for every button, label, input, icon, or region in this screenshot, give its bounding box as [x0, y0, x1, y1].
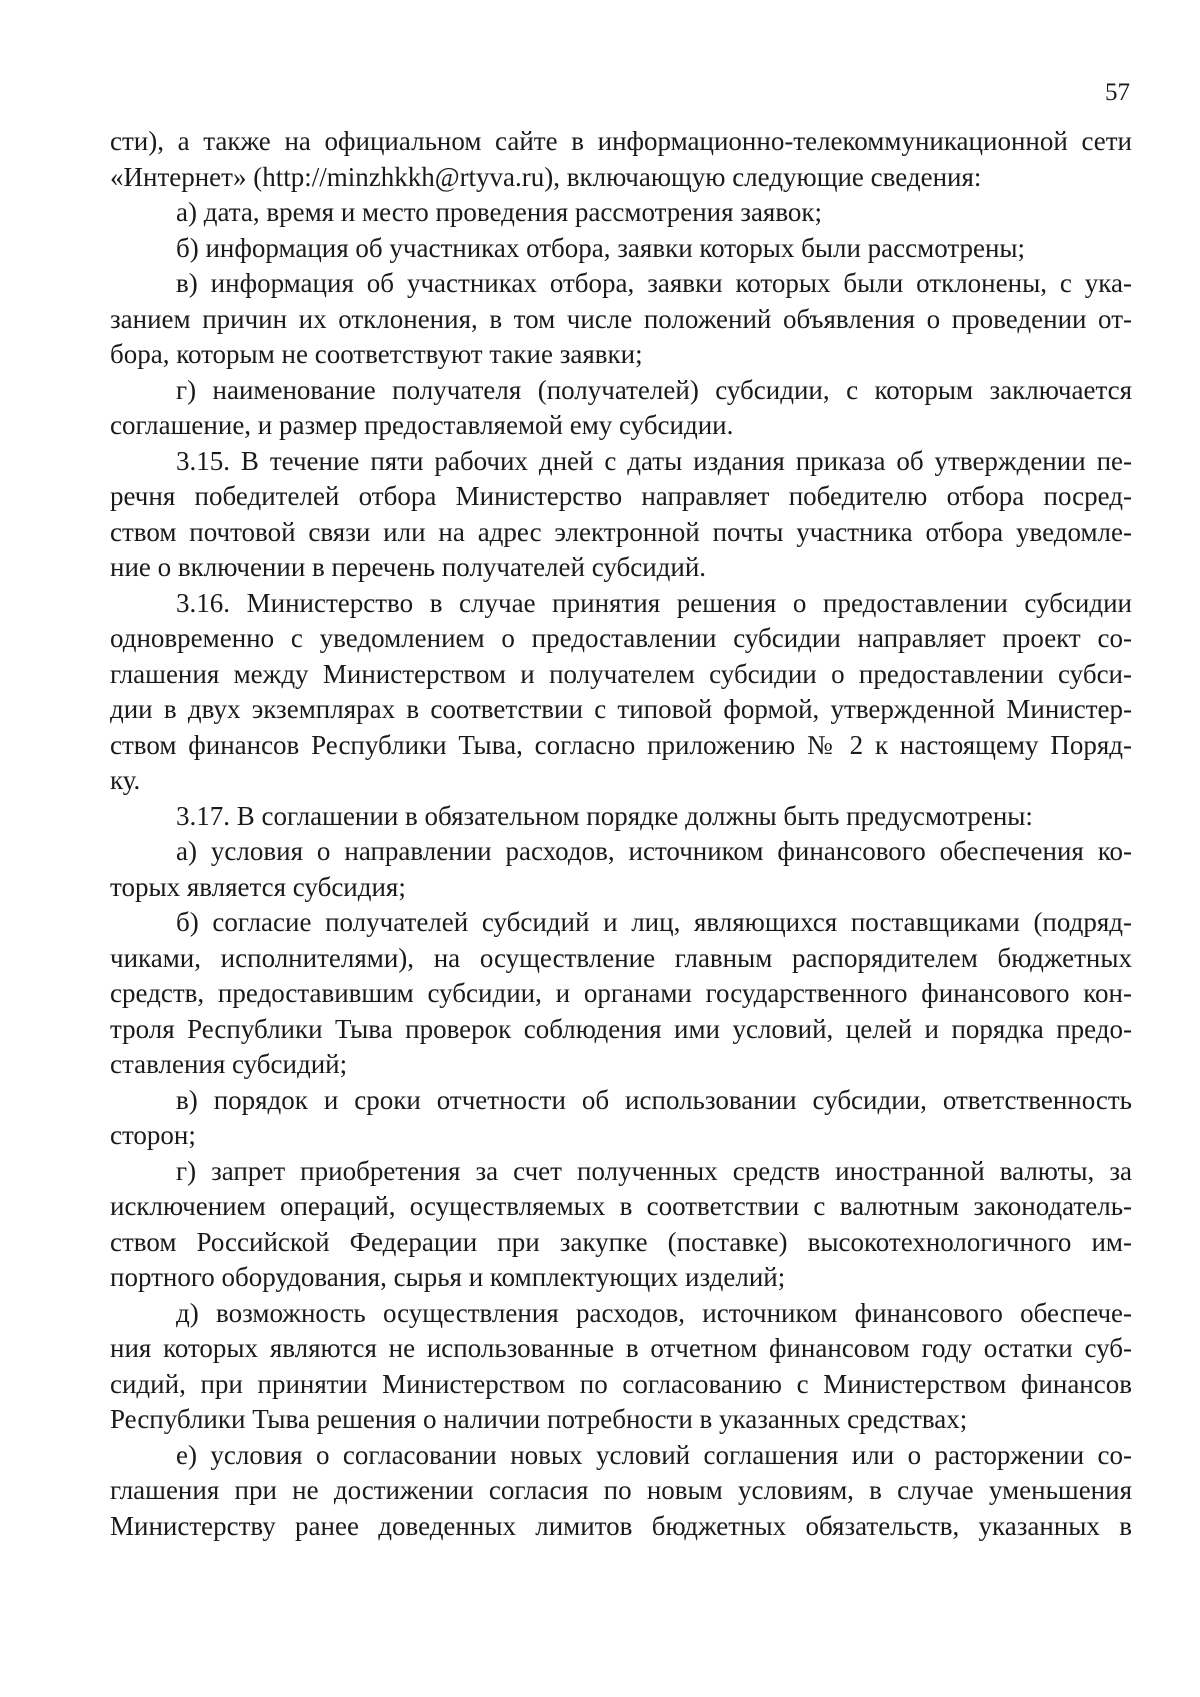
text-line: бора, которым не соответствуют такие заявки;: [110, 339, 643, 369]
text-line: б) согласие получателей субсидий и лиц, являющихся поставщиками (подряд-: [176, 907, 1132, 937]
text-line: одновременно с уведомлением о предоставлении субсидии направляет проект со-: [110, 623, 1132, 653]
text-line: 3.15. В течение пяти рабочих дней с даты издания приказа об утверждении пе-: [176, 445, 1132, 476]
text-line: а) условия о направлении расходов, источником финансового обеспечения ко-: [176, 836, 1132, 866]
text-line: б) информация об участниках отбора, заявки которых были рассмотрены;: [176, 232, 1026, 263]
text-line: сторон;: [110, 1120, 196, 1150]
text-line: «Интернет» (http://minzhkkh@rtyva.ru), включающую следующие сведения:: [110, 161, 982, 192]
text-line: троля Республики Тыва проверок соблюдения ими условий, целей и порядка предо-: [110, 1013, 1132, 1044]
text-line: ние о включении в перечень получателей субсидий.: [110, 552, 707, 582]
text-line: занием причин их отклонения, в том числе положений объявления о проведении от-: [110, 303, 1132, 334]
text-line: глашения при не достижении согласия по новым условиям, в случае уменьшения: [110, 1475, 1132, 1505]
text-line: в) порядок и сроки отчетности об использовании субсидии, ответственность: [176, 1084, 1132, 1115]
text-line: дии в двух экземплярах в соответствии с типовой формой, утвержденной Министер-: [110, 694, 1132, 724]
text-line: ку.: [110, 765, 141, 795]
text-line: торых является субсидия;: [110, 871, 406, 902]
text-line: глашения между Министерством и получателем субсидии о предоставлении субси-: [110, 658, 1132, 689]
text-line: Министерству ранее доведенных лимитов бюджетных обязательств, указанных в: [110, 1510, 1132, 1541]
text-line: 3.16. Министерство в случае принятия решения о предоставлении субсидии: [176, 587, 1132, 618]
text-line: сти), а также на официальном сайте в информационно-телекоммуникационной сети: [110, 126, 1132, 156]
text-line: чиками, исполнителями), на осуществление главным распорядителем бюджетных: [110, 942, 1132, 973]
text-line: соглашение, и размер предоставляемой ему субсидии.: [110, 410, 734, 440]
page-number: 57: [1105, 79, 1130, 106]
text-line: ния которых являются не использованные в отчетном финансовом году остатки суб-: [110, 1333, 1132, 1363]
text-line: Республики Тыва решения о наличии потребности в указанных средствах;: [110, 1404, 968, 1434]
text-line: ством Российской Федерации при закупке (поставке) высокотехнологичного им-: [110, 1226, 1132, 1257]
text-line: сидий, при принятии Министерством по согласованию с Министерством финансов: [110, 1368, 1132, 1399]
text-line: ством финансов Республики Тыва, согласно приложению № 2 к настоящему Поряд-: [110, 729, 1132, 760]
document-body: [110, 124, 1132, 1544]
text-line: исключением операций, осуществляемых в соответствии с валютным законодатель-: [110, 1191, 1132, 1221]
text-line: ством почтовой связи или на адрес электронной почты участника отбора уведомле-: [110, 516, 1132, 547]
text-line: г) запрет приобретения за счет полученных средств иностранной валюты, за: [176, 1155, 1132, 1186]
text-line: речня победителей отбора Министерство направляет победителю отбора посред-: [110, 481, 1132, 511]
text-line: д) возможность осуществления расходов, источником финансового обеспече-: [176, 1297, 1132, 1328]
text-line: ставления субсидий;: [110, 1049, 348, 1079]
text-line: средств, предоставившим субсидии, и органами государственного финансового кон-: [110, 978, 1132, 1008]
text-line: в) информация об участниках отбора, заявки которых были отклонены, с ука-: [176, 268, 1132, 298]
text-line: а) дата, время и место проведения рассмотрения заявок;: [176, 197, 823, 227]
text-line: е) условия о согласовании новых условий соглашения или о расторжении со-: [176, 1439, 1132, 1470]
text-line: 3.17. В соглашении в обязательном порядке должны быть предусмотрены:: [176, 800, 1033, 831]
text-line: г) наименование получателя (получателей) субсидии, с которым заключается: [176, 374, 1132, 405]
text-line: портного оборудования, сырья и комплектующих изделий;: [110, 1262, 786, 1292]
